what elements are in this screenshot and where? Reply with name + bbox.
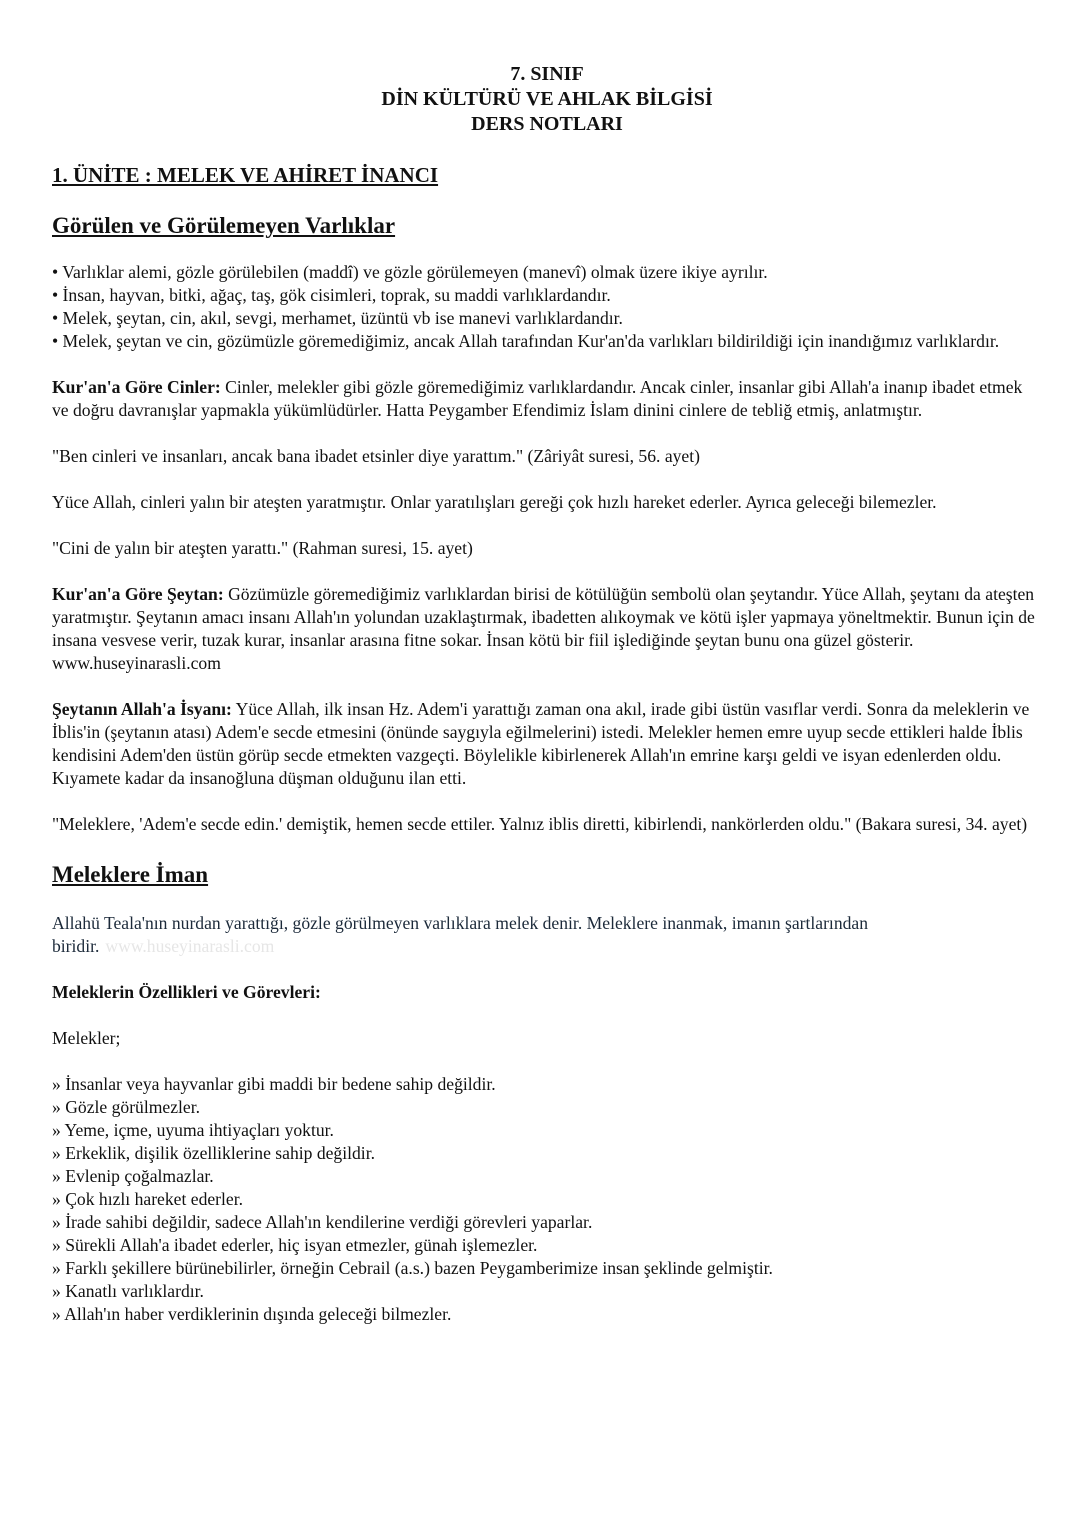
bullet-item: • Melek, şeytan ve cin, gözümüzle göremediğimiz, ancak Allah tarafından Kur'an'da varlıkları bildirildiği için inandığımız varlıklardır. [52, 331, 1000, 351]
angel-properties-list [52, 1073, 1042, 1326]
quote-bakara: "Meleklere, 'Adem'e secde edin.' demiştik, hemen secde ettiler. Yalnız iblis diretti, kibirlendi, nankörlerden oldu." (Bakara suresi, 34. ayet) [52, 814, 1028, 834]
unit-title: 1. ÜNİTE : MELEK VE AHİRET İNANCI [52, 163, 439, 187]
bullet-list [52, 261, 1042, 353]
section-title-angels: Meleklere İman [52, 862, 209, 887]
text-angels-intro: Allahü Teala'nın nurdan yarattığı, gözle görülmeyen varlıklara melek denir. Meleklere inanmak, imanın şartlarından biridir. [52, 913, 869, 956]
bullet-item: • İnsan, hayvan, bitki, ağaç, taş, gök cisimleri, toprak, su maddi varlıklardandır. [52, 285, 611, 305]
subheading-angel-properties: Meleklerin Özellikleri ve Görevleri: [52, 982, 321, 1002]
paragraph-isyan [52, 698, 1042, 790]
label-isyan: Şeytanın Allah'a İsyanı: [52, 699, 232, 719]
label-seytan: Kur'an'a Göre Şeytan: [52, 584, 224, 604]
header-notes: DERS NOTLARI [471, 113, 623, 135]
list-item: » Evlenip çoğalmazlar. [52, 1166, 214, 1186]
list-item: » Sürekli Allah'a ibadet ederler, hiç isyan etmezler, günah işlemezler. [52, 1235, 538, 1255]
list-item: » Allah'ın haber verdiklerinin dışında geleceği bilmezler. [52, 1304, 452, 1324]
header-grade: 7. SINIF [510, 63, 584, 85]
list-item: » Erkeklik, dişilik özelliklerine sahip değildir. [52, 1143, 375, 1163]
list-item: » Kanatlı varlıklardır. [52, 1281, 204, 1301]
paragraph-fire: Yüce Allah, cinleri yalın bir ateşten yaratmıştır. Onlar yaratılışları gereği çok hızlı hareket ederler. Ayrıca geleceği bilemezler. [52, 492, 937, 512]
angels-lead: Melekler; [52, 1028, 121, 1048]
text-seytan: Gözümüzle göremediğimiz varlıklardan birisi de kötülüğün sembolü olan şeytandır. Yüce Allah, şeytanı da ateşten yaratmıştır. Şeytanın amacı insanı Allah'ın yolundan uzaklaştırmak, ibadetten alıkoymak ve kötü işler yapmaya yöneltmektir. Bunun için de insana vesvese verir, tuzak kurar, insanlar arasına fitne sokar. İnsan kötü bir fiil işlediğinde şeytan bunu ona güzel gösterir. [52, 584, 1035, 650]
list-item: » İrade sahibi değildir, sadece Allah'ın kendilerine verdiği görevleri yaparlar. [52, 1212, 593, 1232]
text-cinler: Cinler, melekler gibi gözle göremediğimiz varlıklardandır. Ancak cinler, insanlar gibi Allah'a inanıp ibadet etmek ve doğru davranışlar yapmakla yükümlüdürler. Hatta Peygamber Efendimiz İslam dinini cinlere de tebliğ etmiş, anlatmıştır. [52, 377, 1023, 420]
list-item: » Gözle görülmezler. [52, 1097, 201, 1117]
list-item: » İnsanlar veya hayvanlar gibi maddi bir bedene sahip değildir. [52, 1074, 496, 1094]
document-page [52, 62, 1042, 1326]
watermark-text: www.huseyinarasli.com [105, 936, 275, 956]
paragraph-seytan [52, 583, 1042, 652]
quote-zariyat: "Ben cinleri ve insanları, ancak bana ibadet etsinler diye yarattım." (Zâriyât suresi, 56. ayet) [52, 446, 700, 466]
bullet-item: • Varlıklar alemi, gözle görülebilen (maddî) ve gözle görülemeyen (manevî) olmak üzere ikiye ayrılır. [52, 262, 768, 282]
paragraph-cinler [52, 376, 1042, 422]
text-isyan: Yüce Allah, ilk insan Hz. Adem'i yarattığı zaman ona akıl, irade gibi üstün vasıflar verdi. Sonra da meleklerin ve İblis'in (şeytanın atası) Adem'e secde etmesini (önünde saygıyla eğilmelerini) istedi. Melekler hemen emre uyup secde ettikleri halde İblis kendisini Adem'den üstün görüp secde etmekten vazgeçti. Böylelikle kibirlenerek Allah'ın emrine karşı geldi ve isyan edenlerden oldu. Kıyamete kadar da insanoğluna düşman olduğunu ilan etti. [52, 699, 1030, 788]
bullet-item: • Melek, şeytan, cin, akıl, sevgi, merhamet, üzüntü vb ise manevi varlıklardandır. [52, 308, 623, 328]
header-course: DİN KÜLTÜRÜ VE AHLAK BİLGİSİ [381, 88, 713, 110]
website-link[interactable]: www.huseyinarasli.com [52, 653, 221, 673]
quote-rahman: "Cini de yalın bir ateşten yarattı." (Rahman suresi, 15. ayet) [52, 538, 473, 558]
section-title-visible-invisible: Görülen ve Görülemeyen Varlıklar [52, 213, 396, 238]
list-item: » Yeme, içme, uyuma ihtiyaçları yoktur. [52, 1120, 334, 1140]
document-header [52, 62, 1042, 137]
label-cinler: Kur'an'a Göre Cinler: [52, 377, 221, 397]
list-item: » Farklı şekillere bürünebilirler, örneğin Cebrail (a.s.) bazen Peygamberimize insan şeklinde gelmiştir. [52, 1258, 773, 1278]
list-item: » Çok hızlı hareket ederler. [52, 1189, 244, 1209]
paragraph-angels-intro [52, 912, 1042, 958]
